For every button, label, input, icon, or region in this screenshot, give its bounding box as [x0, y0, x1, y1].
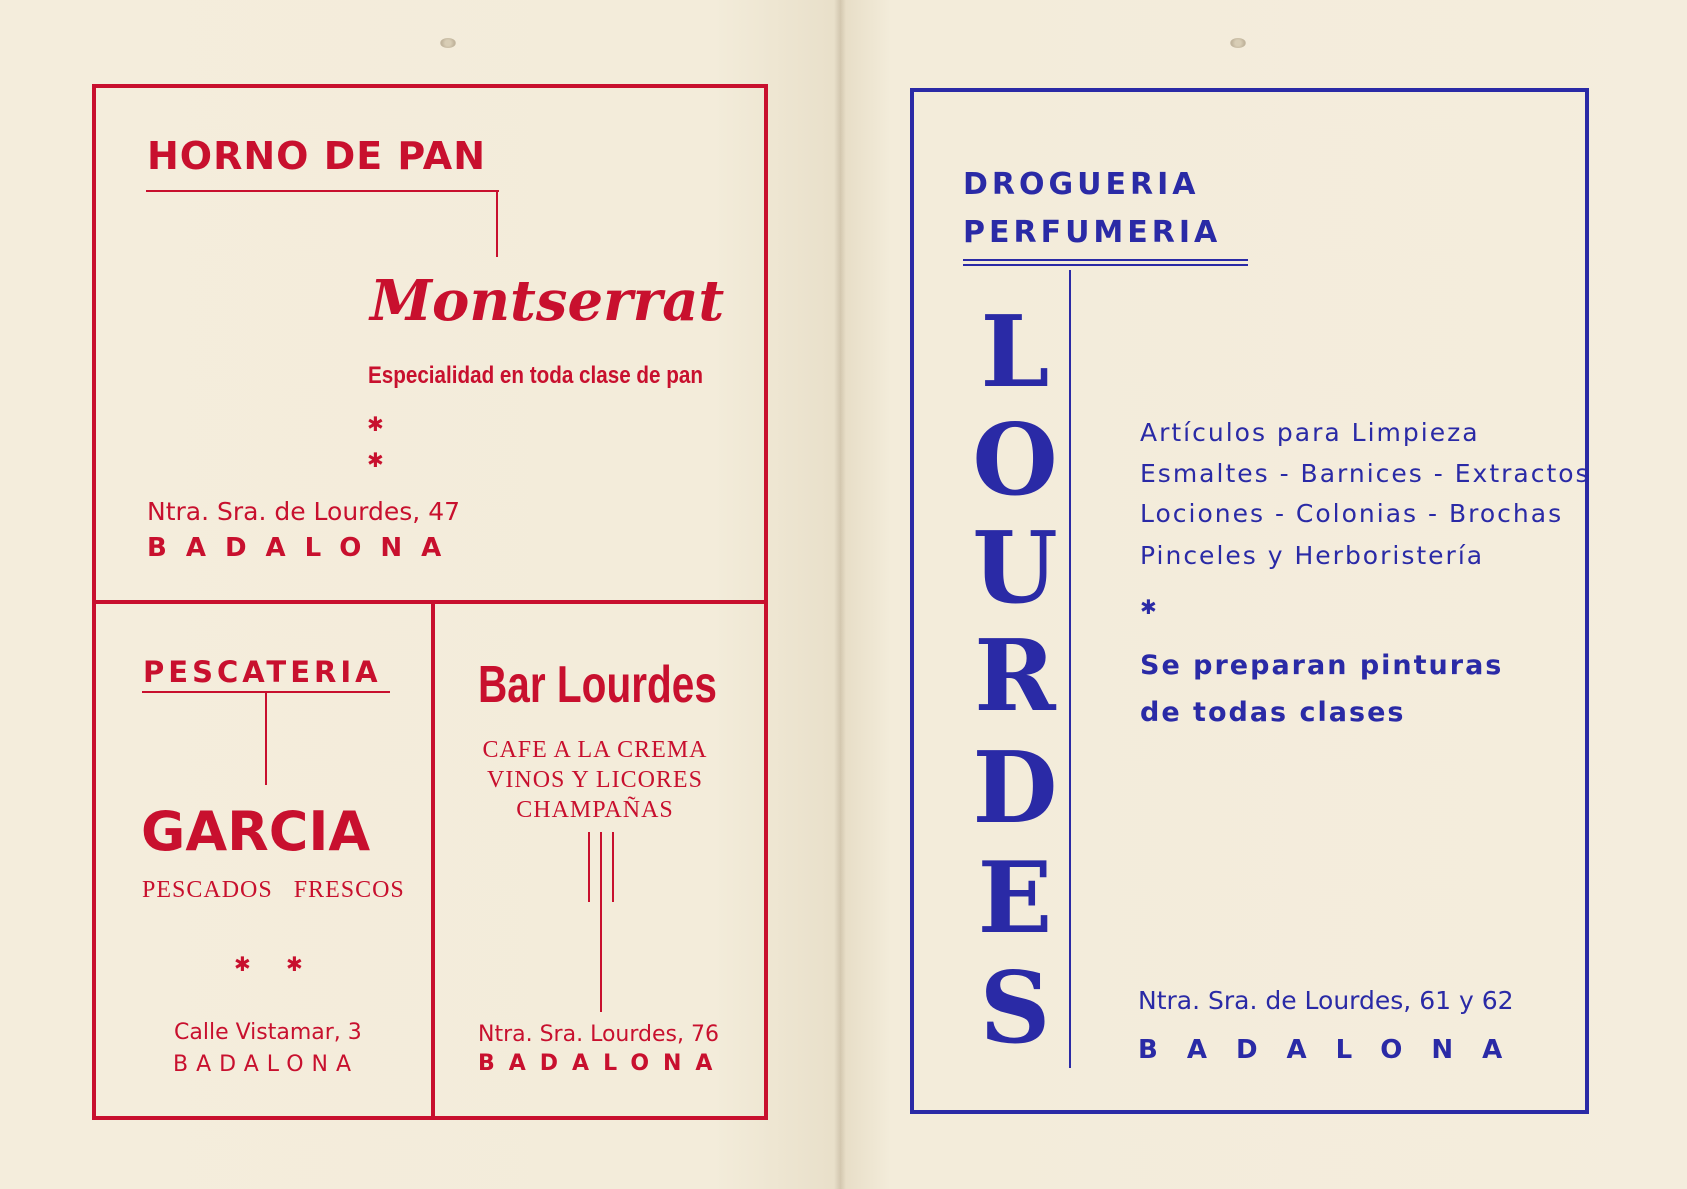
horno-tagline: Especialidad en toda clase de pan: [368, 362, 703, 389]
bar-ornament-line: [600, 832, 602, 1012]
asterisk-icon: ✱: [1140, 595, 1157, 619]
staple-hole-right: [1230, 38, 1246, 48]
pescateria-name: GARCIA: [141, 800, 371, 863]
horno-underline: [146, 190, 499, 192]
horno-title: HORNO DE PAN: [147, 134, 487, 178]
staple-hole-left: [440, 38, 456, 48]
drogueria-line-1: DROGUERIA: [963, 167, 1200, 202]
drogueria-line-2: PERFUMERIA: [963, 215, 1222, 250]
drogueria-item: Lociones - Colonias - Brochas: [1140, 499, 1564, 528]
lourdes-letter: S: [979, 951, 1051, 1066]
horno-drop-line: [496, 190, 498, 257]
bar-city: BADALONA: [478, 1051, 727, 1076]
bar-address: Ntra. Sra. Lourdes, 76: [478, 1022, 719, 1047]
pescateria-city: BADALONA: [173, 1052, 360, 1077]
drogueria-underline: [963, 259, 1248, 261]
pescateria-address: Calle Vistamar, 3: [174, 1020, 362, 1045]
lourdes-letter: L: [980, 295, 1050, 410]
asterisk-icon: ✱: [234, 952, 251, 976]
left-vertical-divider: [431, 604, 435, 1120]
booklet-fold: [834, 0, 846, 1189]
drogueria-item: Esmaltes - Barnices - Extractos: [1140, 459, 1591, 488]
drogueria-item: Pinceles y Herboristería: [1140, 541, 1485, 570]
pescateria-title: PESCATERIA: [143, 655, 382, 689]
left-horizontal-divider: [92, 600, 768, 604]
bar-line-2: VINOS Y LICORES: [487, 767, 703, 793]
asterisk-icon: ✱: [286, 952, 303, 976]
asterisk-icon: ✱: [367, 412, 384, 436]
asterisk-icon: ✱: [367, 448, 384, 472]
horno-city: BADALONA: [147, 533, 461, 563]
pescateria-drop-line: [265, 693, 267, 785]
lourdes-letter: R: [974, 619, 1056, 734]
lourdes-letter: O: [972, 403, 1058, 518]
bar-line-3: CHAMPAÑAS: [516, 797, 674, 823]
lourdes-letter: E: [977, 841, 1053, 956]
horno-name: Montserrat: [370, 268, 725, 334]
drogueria-note-2: de todas clases: [1140, 697, 1406, 728]
lourdes-letter: U: [972, 511, 1058, 626]
drogueria-city: BADALONA: [1138, 1035, 1532, 1065]
bar-title: Bar Lourdes: [478, 656, 717, 714]
bar-line-1: CAFE A LA CREMA: [482, 737, 708, 763]
drogueria-underline: [963, 264, 1248, 266]
drogueria-item: Artículos para Limpieza: [1140, 418, 1480, 447]
bar-ornament-line: [612, 832, 614, 902]
bar-ornament-line: [588, 832, 590, 902]
drogueria-address: Ntra. Sra. de Lourdes, 61 y 62: [1138, 986, 1514, 1015]
pescateria-tagline: PESCADOS FRESCOS: [142, 877, 405, 903]
lourdes-letter: D: [972, 731, 1058, 846]
drogueria-note-1: Se preparan pinturas: [1140, 650, 1504, 681]
horno-address: Ntra. Sra. de Lourdes, 47: [147, 497, 461, 526]
